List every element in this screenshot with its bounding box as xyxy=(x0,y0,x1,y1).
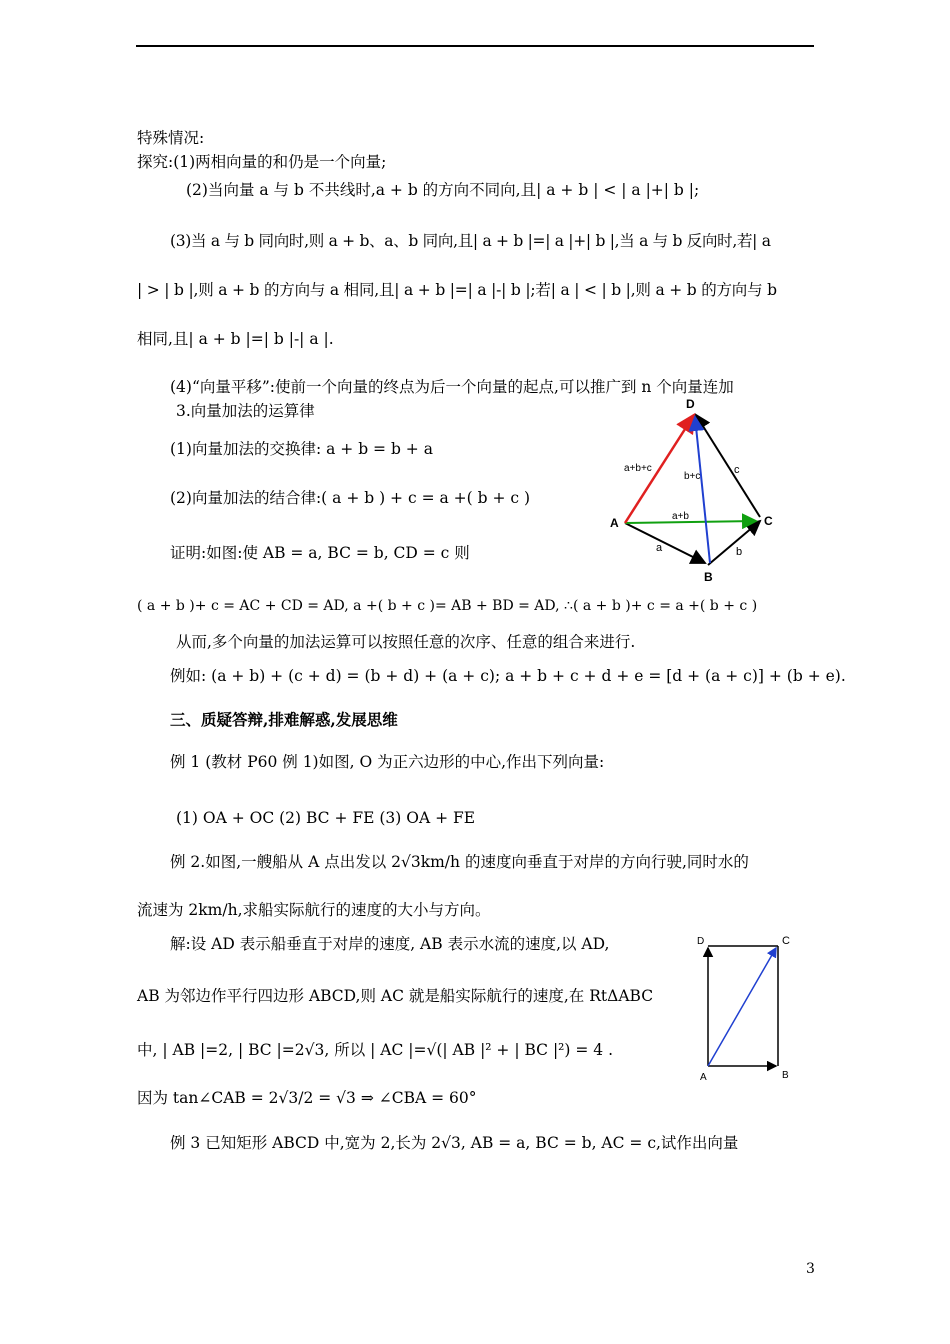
vector-b xyxy=(708,521,760,565)
page-number: 3 xyxy=(806,1261,815,1277)
line-3: (2)当向量 a 与 b 不共线时,a + b 的方向不同向,且| a + b | < | a |+| b |; xyxy=(186,181,700,199)
label-A: A xyxy=(610,516,619,530)
line-24: 例 3 已知矩形 ABCD 中,宽为 2,长为 2√3, AB = a, BC = b, AC = c,试作出向量 xyxy=(170,1134,739,1152)
line-20: 解:设 AD 表示船垂直于对岸的速度, AB 表示水流的速度,以 AD, xyxy=(170,935,610,953)
line-5: | > | b |,则 a + b 的方向与 a 相同,且| a + b |=| a |-| b |;若| a | < | b |,则 a + b 的方向与 b xyxy=(137,281,777,299)
line-22: 中, | AB |=2, | BC |=2√3, 所以 | AC |=√(| AB |² + | BC |²) = 4 . xyxy=(137,1041,613,1059)
label-C: C xyxy=(782,935,790,947)
vector-AC xyxy=(708,948,776,1066)
label-D: D xyxy=(686,397,695,411)
line-4: (3)当 a 与 b 同向时,则 a + b、a、b 同向,且| a + b |=| a |+| b |,当 a 与 b 反向时,若| a xyxy=(170,232,771,250)
label-b: b xyxy=(736,546,743,558)
label-ab: a+b xyxy=(672,511,689,522)
boat-velocity-figure xyxy=(694,930,804,1090)
line-7: (4)“向量平移”:使前一个向量的终点为后一个向量的起点,可以推广到 n 个向量连加 xyxy=(170,378,734,396)
label-D: D xyxy=(697,936,705,947)
label-a: a xyxy=(656,542,663,554)
label-bc: b+c xyxy=(684,471,701,482)
line-6: 相同,且| a + b |=| b |-| a |. xyxy=(137,330,334,348)
label-B: B xyxy=(782,1070,789,1081)
label-B: B xyxy=(704,570,713,584)
line-2: 探究:(1)两相向量的和仍是一个向量; xyxy=(137,153,387,171)
line-19: 流速为 2km/h,求船实际航行的速度的大小与方向。 xyxy=(137,901,491,919)
section-heading: 三、质疑答辩,排难解惑,发展思维 xyxy=(170,710,398,729)
line-17: (1) OA + OC (2) BC + FE (3) OA + FE xyxy=(176,809,476,827)
line-11: 证明:如图:使 AB = a, BC = b, CD = c 则 xyxy=(170,544,470,562)
line-21: AB 为邻边作平行四边形 ABCD,则 AC 就是船实际航行的速度,在 RtΔABC xyxy=(137,987,654,1005)
line-16: 例 1 (教材 P60 例 1)如图, O 为正六边形的中心,作出下列向量: xyxy=(170,753,605,771)
line-23: 因为 tan∠CAB = 2√3/2 = √3 ⇒ ∠CBA = 60° xyxy=(137,1089,477,1107)
line-13: 从而,多个向量的加法运算可以按照任意的次序、任意的组合来进行. xyxy=(176,633,636,651)
label-C: C xyxy=(764,514,773,528)
label-A: A xyxy=(700,1072,707,1083)
line-14: 例如: (a + b) + (c + d) = (b + d) + (a + c); a + b + c + d + e = [d + (a + c)] + (b + e). xyxy=(170,667,846,685)
line-8: 3.向量加法的运算律 xyxy=(176,402,315,420)
label-c: c xyxy=(734,464,740,476)
line-1: 特殊情况: xyxy=(137,129,205,147)
vector-c xyxy=(696,415,760,517)
line-12: ( a + b )+ c = AC + CD = AD, a +( b + c )= AB + BD = AD, ∴( a + b )+ c = a +( b + c ) xyxy=(137,598,758,614)
label-abc: a+b+c xyxy=(624,463,652,474)
vector-a-plus-b xyxy=(625,521,756,523)
line-9: (1)向量加法的交换律: a + b = b + a xyxy=(170,440,433,458)
header-rule xyxy=(136,45,814,47)
vector-b-plus-c xyxy=(695,417,710,563)
vector-a xyxy=(625,523,705,563)
vector-addition-figure xyxy=(600,393,790,588)
line-10: (2)向量加法的结合律:( a + b ) + c = a +( b + c ) xyxy=(170,489,531,507)
line-18: 例 2.如图,一艘船从 A 点出发以 2√3km/h 的速度向垂直于对岸的方向行驶,同时水的 xyxy=(170,853,749,871)
